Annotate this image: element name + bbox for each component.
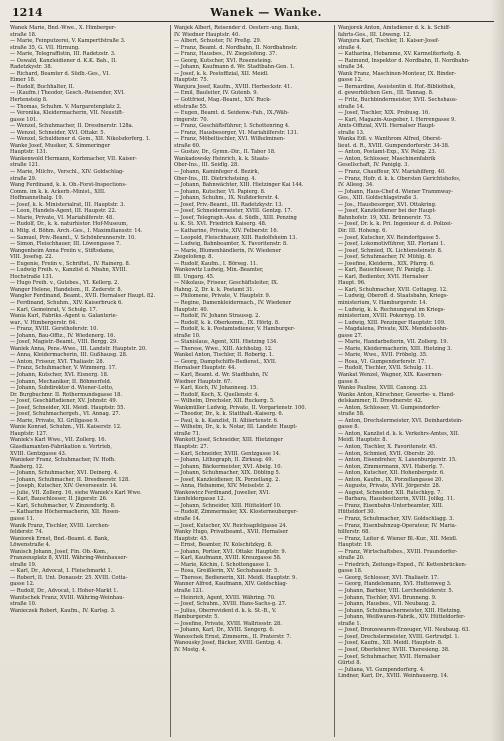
directory-entry: — Katharine Höchermacherin, XII. Rosen- — [10, 509, 121, 516]
directory-entry: d. gewerblichen Gen., III. Tannag. 8. — [338, 90, 434, 97]
directory-entry: — Josef, Tischler, XIX. Probusg. 16. — [338, 110, 430, 117]
directory-entry: — Josef, Telegraph.-Ass. d. Südb., XIII. Penzing — [174, 214, 297, 221]
directory-entry: — Josef, Schuhm., XVIII. Hans-Sachs-g. 27. — [174, 601, 287, 608]
directory-entry: Raaberg. 12. — [10, 463, 44, 470]
directory-entry: — Rudolf, k. k. Postamtsdiener, V. Hamburger- — [174, 326, 296, 333]
directory-entry: — Josef, Lokomotivführer, XII. Floriani 1. — [338, 241, 446, 248]
directory-entry: Wankowicz Ferdinand, Juwelier, XVI. — [174, 489, 270, 496]
directory-entry: — Therese, Wwe., XIII. Aichholzg. 12. — [174, 345, 273, 352]
directory-entry: — Oswald, Kanzleidiener d. K.K. Bah., II. — [10, 57, 117, 64]
directory-entry: Waniek's Karl Wwe., VII. Zollerg. 16. — [10, 437, 107, 444]
directory-entry: — Robert, II. Unt. Donaustr. 25. XVIII. Cotta- — [10, 574, 128, 581]
directory-entry: straße 18. — [10, 31, 37, 38]
directory-entry: — Joseph, Kutscher, XIV. Oeverseestr. 14. — [10, 483, 118, 490]
directory-entry: Wania Karl, Fabriks.-Agent u. Galanterie- — [10, 313, 118, 320]
directory-entry: — Anton, Zimmermann, XVI. Haberlg. 7. — [338, 463, 444, 470]
directory-entry: — (Kaufm.) Theodor, Gesch.-Reisender, XVI. — [10, 90, 125, 97]
directory-entry: — Barbara, Hausbesitzerin, XVIII. Jolikg. 11. — [338, 496, 455, 503]
directory-entry: straße 4. — [338, 44, 362, 51]
directory-entry: — Johann, Hausbes., VII. Neubaug. 2. — [338, 601, 437, 608]
directory-entry: — Anton, Kanzlist d. k. k. Verkehrs-Amtes, XII. — [338, 430, 460, 437]
directory-entry: XVIII. Gentzgasse 43. — [10, 450, 67, 457]
directory-entry: — Ludwig, k. k. Rechnungsrat im Kriegs- — [338, 306, 446, 313]
directory-entry: u. K. St. XVI. Friedrich Kaiserg. 48. — [174, 221, 267, 228]
directory-entry: — Anton, Eisendreher, X. Laxenburgerstr. 15. — [338, 457, 457, 464]
directory-entry: fahrts-Ges., III. Löweng. 12. — [338, 31, 412, 38]
directory-entry: gasse 11. — [10, 516, 35, 523]
page-number: 1214 — [12, 6, 43, 19]
directory-entry: Bahnhofstr. 19, XXI. Brünnerstr. 73. — [338, 214, 432, 221]
directory-entry: — Johann, Schuhm., IX. Nußdorferstr. 4. — [174, 195, 280, 202]
directory-entry: — Eugenie, Freiin v., Schriftst., IV. Rainerg. 8. — [10, 260, 131, 267]
directory-entry: Wankat Wenzel, Wagner, XIX. Kasernen- — [338, 371, 443, 378]
directory-entry: straße 1. — [338, 620, 362, 627]
directory-entry: Wanke Anton, Kürschner, Gewerbe- u. Hand- — [338, 391, 455, 398]
directory-entry: — Ludwig, XIII. Penzinger Hauptstr. 109. — [338, 319, 446, 326]
directory-entry: Wanka Edl. v. Wanthrom Alfred, Oberst- — [338, 136, 442, 143]
directory-entry: — Magdalena, Private, XIX. Mendelssohn- — [338, 326, 448, 333]
directory-entry: — Rudolf, IV. Johann Straussg. 2. — [174, 313, 261, 320]
directory-entry: gasse 8. — [338, 424, 360, 431]
directory-entry: — Marie, Feinputzerei, V. Kampertfstraße 3. — [10, 38, 126, 45]
directory-entry: — Rudolf, Buchhalter, II. — [10, 83, 75, 90]
directory-entry: — Rudolf, k. k. Oberkomm., IX. Hörlg. 8. — [174, 319, 280, 326]
directory-entry: — Johann, Barbier, VIII. Lerchenfelderstr. 5. — [338, 588, 454, 595]
directory-entry: — Georg, Schlosser, XVI. Thaliastr. 17. — [338, 574, 439, 581]
directory-entry: Gürtel 8. — [338, 660, 362, 667]
directory-entry: — Auguste, Private, XVII. Jörgerstr. 28. — [338, 483, 441, 490]
directory-entry: — Regine, Damenkleidermach., IV. Wiedener — [174, 299, 292, 306]
directory-entry: — Marie, Milchv., Verschl., XIV. Goldschlag- — [10, 169, 125, 176]
directory-entry: — Josef, Kanzleidiener, IX. Porzellang. 2. — [174, 476, 280, 483]
directory-entry: — Marie, Private, XI. Grillgasse 9. — [10, 417, 100, 424]
directory-entry: straße 35, G. VII. Hirnung. — [10, 44, 80, 51]
directory-entry: — Wenzel, Schuldiener d. Gem., XII. Nikolsdorferg. 1. — [10, 136, 151, 143]
directory-entry: Hauptstr. 27. — [174, 444, 209, 450]
directory-entry: — Karl, Schuhmacher, XVII. Cottageg. 12. — [338, 286, 448, 293]
directory-entry: — Anton, Schlosser, VI. Gumpendorfer- — [338, 404, 441, 411]
directory-entry: gasse 101. — [10, 116, 38, 123]
directory-entry: Amts-Offizial, XVII. Hernalser Haupt- — [338, 123, 436, 130]
directory-entry: Wanieczek Robert, Kaufm., IV. Karlsg. 3. — [10, 607, 116, 614]
directory-entry: war., V. Himbergerstr. 64. — [10, 319, 77, 326]
directory-entry: — Richard, Beamter d. Südb.-Ges., VI. — [10, 70, 110, 77]
directory-entry: — Wilhelm, Drechsler, XII. Ruckerg. 5. — [174, 398, 275, 405]
directory-entry: Hahng. 2, Dr. k. k. Postamt 31. — [174, 286, 255, 293]
directory-entry: Hamburgerstr. 5. — [174, 614, 220, 621]
directory-entry: — Georg, Kutscher, XVI. Rosensteing. — [174, 57, 273, 64]
directory-entry: Wanjorek Anton, Amtsdiener d. k. k. Schiff- — [338, 25, 451, 31]
directory-entry: Wanoschek Ernst, Zimmerm., II. Praterstr. 7. — [174, 633, 292, 640]
column-3 — [334, 25, 494, 737]
directory-entry: — Anton, Schmied, XVII. Oberstr. 20. — [338, 450, 436, 457]
directory-entry: — Anton, Tischler, X. Favoritenstr. 45. — [338, 444, 438, 450]
directory-entry: — Josef, Priv.-Beamt., III. Radetzkystr. 13. — [174, 201, 284, 208]
directory-entry: — Anton, Schlosser, Maschinenfabrik — [338, 155, 436, 162]
directory-entry: straße 10. — [174, 332, 201, 339]
directory-entry: — Johann, Subdirektor d. Wiener-Lotto, — [10, 385, 114, 392]
directory-entry: — Therese, Bedienerin, XII. Meidl. Hauptstr. 9. — [174, 574, 297, 581]
directory-entry: Comm. im k. k. Ackerb.-Minist., XIII. — [10, 188, 106, 195]
directory-entry: — Karl, Gemeinrat, V. Schulg. 17. — [10, 306, 98, 313]
column-2 — [170, 25, 330, 737]
directory-entry: Gesellschaft, IV. Paniglg. 3. — [338, 162, 410, 169]
directory-entry: — Josef, Schmied, IX. Lichtensteinstr. 8. — [338, 247, 443, 254]
directory-entry: Meidl. Hauptstr. 8. — [338, 437, 388, 444]
directory-entry: — Emil, Bauleiter, IV. Gutenb. 9. — [174, 90, 259, 97]
directory-entry: Wanky Hugo, Privatbeamt., XVII. Hernalser — [174, 529, 288, 536]
directory-entry: — Georg, Handelsmann, XVI. Huttenweg 3. — [338, 581, 452, 588]
directory-entry: — Marie, Köchin, I. Schottengasse 1. — [174, 561, 271, 568]
directory-entry: Ober-Ins., III. Dietrichsteing. 4. — [174, 175, 257, 182]
directory-entry: — Jos., Hausbesorger, XVI. Ottakring. — [338, 201, 437, 208]
directory-entry: Waniek Anna, Pens.-Wwe., III. Landstr. Hauptstr. 20. — [10, 345, 147, 352]
directory-entry: — Samuel, Priv.-Beamt., V. Schönbrunnerstr. 10. — [10, 234, 136, 241]
directory-entry: — Karl, Schuhmacher, V. Zinzendorfg. 8. — [10, 502, 116, 509]
directory-entry: — Karl, Kaufmann, XVIII. Kreuzgasse 58. — [174, 555, 282, 562]
directory-entry: straße 29. — [10, 175, 37, 182]
directory-entry: Ober-Ins., III. Seidlg. 28. — [174, 162, 239, 169]
directory-entry: straße 58. — [338, 411, 365, 418]
directory-entry: — Anton, Drechslermeister, XVI. Deinhardstein- — [338, 417, 463, 424]
directory-entry: Dir. III. Hoheng. 6. — [338, 227, 387, 234]
directory-entry: — Josef, Schneidermeister, XVIII. Gentzg. 17. — [174, 208, 293, 215]
running-title: Wanek — Wanke. — [210, 6, 322, 19]
directory-entry: — Johann, Bahnwächter, XIII. Hietzinger Kai 144. — [174, 182, 304, 189]
directory-entry: — Johann, Schuhmacher, XVI. Deinerg. 4. — [10, 470, 119, 477]
directory-entry: — Juliana, VI. Gumpendorferg. 4. — [338, 666, 425, 673]
directory-entry: Wanitschek Franz, XVIII. Währing-Weinhau- — [10, 594, 125, 601]
directory-entry: u. Mitg. d. Böhm. Arch.-Ges., I. Maximiliansstr. 14. — [10, 227, 143, 234]
directory-entry: Wanisch Johann, Josef, Fin. Ob.-Kom., — [10, 548, 109, 555]
directory-entry: Eimer 18. — [10, 77, 36, 84]
directory-entry: — Heinrich, Agent, XVIII. Währing. 70. — [174, 594, 276, 601]
directory-entry: — Josefine, Kleiderm., XIX. Pfarrg. 6. — [338, 260, 435, 267]
directory-entry: Wangenheim Anna Freiin v., Stiftsdame, — [10, 247, 115, 254]
directory-entry: Wangler Ferdinand, Beamt., XVII. Hernalser Haupt. 82. — [10, 293, 156, 300]
directory-entry: Hütteldorf 30. — [338, 509, 376, 516]
directory-entry: — Franz, XVIII. Gersthoferstr. 10. — [10, 326, 99, 333]
directory-entry: — Wenzel, Schuhmacher, II. Dresdnerstr. 128a. — [10, 123, 134, 130]
directory-entry: Radetzkystr. 38. — [10, 64, 53, 71]
directory-entry: Hauptstr. 131. — [10, 149, 48, 156]
directory-entry: — Leon, Handels-Agent, III. Haupstr. 22. — [10, 208, 117, 215]
directory-entry: Lindner, Karl, Dr., XVIII. Weinhauserg. 14. — [338, 673, 449, 680]
directory-entry: — Leopold, Fleischhauer, XIII. Rudolfsheim 13. — [174, 234, 297, 241]
directory-entry: — Rudolf, Dr., Advocat, I. Hoher-Markt 1. — [10, 588, 119, 595]
directory-entry: IV. Mostg. 4. — [174, 646, 207, 653]
directory-entry: gasse 8. — [338, 378, 360, 385]
directory-entry: Hauptstr. 75. — [174, 77, 209, 84]
directory-entry: Wanjura Karl, Tischler, II. Kaiser-Josef- — [338, 38, 440, 45]
directory-entry: — Anton, Friseur, XVI. Thaliastr. 28. — [10, 358, 105, 365]
directory-entry: — Julie, VII. Zollerg. 16, siehe Waniek's Karl Wwe. — [10, 489, 142, 496]
directory-entry: — Josef, k. k. Ministerialrat, III. Hauptstr. 3. — [10, 201, 125, 208]
directory-entry: — Fritz, Buchbindermeister, XVII. Sechshaus- — [338, 97, 458, 104]
directory-entry: — Eugen, Beamt. d. Seidenw.-Fab., IX./Wäh- — [174, 110, 289, 117]
directory-entry: — Stanislaus, Agent, XIII. Hietzing 134. — [174, 339, 278, 346]
directory-entry: — Johann, Kutscher, VI. Papierg. 8. — [174, 188, 266, 195]
directory-entry: — Johann, Schuhmachermeister, XIII. Hietzing. — [338, 607, 462, 614]
directory-entry: Wiedner Hauptstr. 67. — [174, 378, 232, 385]
directory-entry: Wanik Franz, Tischler, XVIII. Lerchen- — [10, 522, 110, 529]
directory-entry: — Nikolaus, Friseur, Geschäftsleiter, IX. — [174, 280, 279, 287]
directory-entry: Hochstraße 131. — [10, 273, 54, 280]
directory-entry: straße 13. — [338, 129, 365, 136]
directory-entry: gasse 12. — [10, 581, 35, 588]
directory-entry: — Josef, Drechslermeister, XVIII. Gertrudpl. 1. — [338, 633, 460, 640]
directory-entry: Wankmüller Ludwig, Private, II. Vorgartenstr. 100. — [174, 404, 307, 411]
page-header — [10, 6, 494, 22]
directory-entry: — Franz, Schuhmacher, XIV. Goldschlagg. 3. — [338, 516, 455, 523]
directory-entry: — Josef, Dr. k. k. Pri. Ingenieur d. d. Polizei- — [338, 221, 453, 228]
directory-entry: straße 14. — [174, 516, 201, 523]
directory-entry: Hauptstr. 19. — [338, 542, 373, 549]
directory-entry: — Johann, Kaufmann d. Wr. Stadtbahn-Gen. 1. — [174, 64, 295, 71]
directory-entry: — Josef, Oberlehrer, XVIII. Theresieng. 38. — [338, 646, 450, 653]
directory-entry: Wank Franz, Maschinen-Monteur, IX. Binder- — [338, 70, 457, 77]
directory-entry: III. Ungarg. 45. — [174, 273, 215, 280]
directory-entry: Hertensteig 8. — [10, 97, 48, 104]
directory-entry: hilferstr. 68. — [338, 529, 371, 536]
directory-entry: — Rosa, VI. Gumpendorferstr. 17. — [338, 358, 426, 365]
directory-entry: — Anton, Postamt-Exp., XV. Pelzg. 23. — [338, 149, 437, 156]
directory-entry: Franzensplatz 8, XVIII. Währing-Weinhauser- — [10, 555, 128, 562]
directory-entry: — Josefine, Private, XVIII. Wallrissstr. 28. — [174, 620, 282, 627]
directory-entry: IV. Alleeg. 34. — [338, 182, 374, 189]
directory-entry: Hauptstr. 45. — [174, 535, 209, 542]
directory-entry: straße 34. — [338, 64, 365, 71]
directory-entry: — Josef, Magistr.-Beamt., VIII. Bergg. 29. — [10, 339, 118, 346]
directory-entry: — Franz, Hausbes., IV. Ziegelofeng. 37. — [174, 51, 277, 58]
directory-entry: — Johann, Lithograph, II. Zirkusg. 49. — [174, 457, 274, 464]
directory-entry: Haupt. 96. — [338, 280, 366, 287]
directory-entry: — Franz, Beamt. d. Nordbahn, II. Nordbahnstr. — [174, 44, 298, 51]
directory-entry: — Johann, Schuhmacher, XIX. Döbling 5. — [174, 470, 281, 477]
directory-entry: Hauptstr. 127. — [10, 430, 48, 437]
directory-entry: — Johann, Kaminfeger d. Bezirk, — [174, 169, 260, 176]
directory-entry: — Karl, Bauschlosser, IV. Paniglg. 3. — [338, 267, 433, 274]
column-1 — [10, 25, 166, 737]
directory-entry: straße 71. — [174, 430, 201, 437]
directory-entry: — Franz, Hausbesorger, VI. Mariahilferstr. 131. — [174, 129, 299, 136]
directory-entry: Wanieker Franz, Schuhmacher, IV. Hofb. — [10, 457, 116, 464]
directory-entry: — Ludwig, Bahnbeamter, X. Favoritenstr. 8. — [174, 241, 288, 248]
directory-entry: — Karl, Bedienter, XVII. Hernalser — [338, 273, 429, 280]
directory-entry: — Anna, Kleidermacherin, III. Gußhausg. 28. — [10, 352, 128, 359]
directory-entry: gasse 27. — [338, 332, 363, 339]
directory-entry: — Marie, Telegraffistin, III. Radetzstr. 3. — [10, 51, 116, 58]
directory-entry: Wanger Helene, Handelsm., II. Zederstr. 8. — [10, 286, 123, 293]
directory-entry: delskammer, II. Dresdnerstr. 42. — [338, 398, 423, 405]
directory-entry: — Katharine, Private, XIV. Felberstr. 16. — [174, 227, 279, 234]
directory-entry: — Wenzel, Schneider, XVI. Ottakr. 5. — [10, 129, 106, 136]
directory-entry: — Johann, Tischler, XVI. Brunneng. 9. — [338, 594, 437, 601]
directory-entry: — Josef, Kaufm., XII. Meidl. Hauptstr. 8. — [338, 640, 443, 647]
directory-entry: Wanousky Josef, Bäcker, XVIII. Gentzg. 4. — [174, 640, 283, 647]
directory-entry: — Johann, Portier, XVI. Ottakr. Hauptstr. 9. — [174, 548, 287, 555]
directory-entry: — Raimund, Inspektor d. Nordbahn, II. Nordbahn- — [338, 57, 470, 64]
directory-entry: — Friedrich, Zeitungs-Exped., IV. Kettenbrücken- — [338, 561, 467, 568]
directory-entry: — Wilhelm, Dr., k. k. Notar, III. Landstr. Haupt- — [174, 424, 298, 431]
directory-entry: Wanjura Josef, Kaufm., XVIII. Herbeckstr. 41. — [174, 83, 293, 90]
directory-entry: Lienfeldergasse 12. — [174, 496, 226, 503]
directory-entry: — Thomas, Schuhm. V. Margaretenplatz 2. — [10, 103, 122, 110]
directory-entry: VIII. Josefsg. 22. — [10, 254, 54, 261]
directory-entry: — Josef, Kutscher, XV. Reichsapfelgasse 24. — [174, 522, 288, 529]
directory-entry: ringerstr. 70. — [174, 116, 209, 123]
directory-entry: gasse 18. — [338, 568, 363, 575]
directory-entry: — Rudolf, Zimmermaler, XX. Klosterneuburger- — [174, 509, 298, 516]
directory-entry: — Josef, Schuhmachergeh., VI. Annag. 27. — [10, 411, 121, 418]
directory-entry: — Marie, Wwe., XVII. Fröbelg. 35. — [338, 352, 428, 359]
directory-entry: — Josef, k. k. Postoffizial, XII. Meidl. — [174, 70, 269, 77]
directory-entry: — Albert, Schuster, IV. Preßg. 29. — [174, 38, 262, 45]
directory-entry: straße 10. — [10, 601, 37, 608]
directory-entry: Ziegelofeng. 8. — [174, 254, 214, 261]
directory-entry: — Philomene, Private, V. Hauptstr. 9. — [174, 293, 271, 300]
directory-entry: ettstraße 55. — [174, 103, 208, 110]
directory-entry: ministerium, XVIII. Pokornyg. 19. — [338, 313, 426, 320]
directory-entry: — Franz, Leiter d. Wiener Bl.-Kur., XII. Meidl. — [338, 535, 458, 542]
directory-entry: — Johann, Mechaniker, II. Böhmerfeld. — [10, 378, 112, 385]
directory-entry: — August, Schneider, XII. Ratschkyg. 7. — [338, 489, 442, 496]
directory-entry: — Johann, Schneider, XIII. Hütteldorf 10. — [174, 502, 282, 509]
directory-entry: — Josef, Kutscher, XV. Reindorfgasse 5. — [338, 234, 441, 241]
directory-entry: gasse 12. — [338, 77, 363, 84]
directory-entry: — Hugo Freih. v., Gutsbes., VI. Kellerg. 2. — [10, 280, 120, 287]
directory-entry: — Ernst, Beamter, IV. Kolschitzkyg. 8. — [174, 542, 273, 549]
directory-entry: — Theodor, Dr., k. k. Statthalt.-Kaiserg. 6. — [174, 411, 284, 418]
directory-entry: — Julius, Oberrevident d. k. k. St.-B., V. — [174, 607, 277, 614]
directory-entry: — Marie, Blumenhändlerin, IV. Wiedener — [174, 247, 281, 254]
directory-entry: — Rudolf, Tischler, XVII. Schulg. 11. — [338, 365, 433, 372]
directory-entry: straße 60. — [174, 142, 201, 149]
directory-entry: — Rudolf, Koch, X. Quellenstr. 4. — [174, 391, 260, 398]
directory-entry: — Franz, Geschäftsführer, I. Schottenring 4. — [174, 123, 290, 130]
directory-entry: — Franz, Eisenbahn-Unterbeamter, XIII. — [338, 502, 444, 509]
directory-entry: Wankel Anton, Tischler, II. Robertg. 1. — [174, 352, 274, 359]
directory-entry: — Karl, Dr., Advocat, I. Fleischmarkt 1. — [10, 568, 113, 575]
directory-entry: felderstr. 74. — [10, 529, 44, 536]
directory-entry: — Georg, Dampfschiffs-Bedienst., XVII. — [174, 358, 277, 365]
directory-entry: — Johann, Kutscher, XVI. Eisnerg. 18. — [10, 371, 109, 378]
directory-entry: — Johann, Karl, Dr., XVIII. Sengerg. 6. — [174, 627, 275, 634]
directory-entry: Glasdiamanten-Fabrikation u. Vertrieb, — [10, 444, 112, 450]
directory-entry: — Franz, Eisenbahnzug-Operateur, IV. Maria- — [338, 522, 457, 529]
directory-entry: — Rudolf, Dr., k. k. naturhistor. Hof-Museum, — [10, 221, 128, 228]
directory-entry: — Johann, Bäckermeister, XVI. Abelg. 10. — [174, 463, 283, 470]
directory-entry: Wanek Marie, Bnd.-Wwe., X. Himberger- — [10, 25, 117, 31]
directory-entry: — Josef, Schuhmacher, XVII. Hernalser — [338, 653, 441, 660]
directory-entry: Hoffmannsthalg. 19. — [10, 195, 64, 202]
directory-entry: — Karl, Koch, IV. Johannesg. 15. — [174, 385, 258, 392]
directory-entry: straße 14. — [338, 103, 365, 110]
directory-entry: Wankowitz Ludwig, Min.-Beamter, — [174, 267, 264, 274]
directory-entry: straße 121. — [174, 588, 204, 595]
directory-entry: — Rosa, Greißlerin, XV. Sechshausstr. 5. — [174, 568, 279, 575]
directory-entry: — Bernardine, Assistentin d. Hof.-Bibliothek, — [338, 83, 456, 90]
directory-entry: — Veronika, Kleidermacherin, VII. Neustift- — [10, 110, 124, 117]
directory-entry: — Marie, Private, VI. Mariahilferstr. 48. — [10, 214, 114, 221]
directory-entry: Wanke Josef, Musiker, X. Simmeringer — [10, 142, 111, 149]
directory-entry: — Marie, Kleidermacherin, XIII. Hietzing 3. — [338, 345, 453, 352]
directory-entry: — Karl, Magazin-Ausgeber, I. Herrengasse 9. — [338, 116, 456, 123]
directory-entry: — Katharina, Hebamme, XV. Karmeliterhofg. 8. — [338, 51, 462, 58]
directory-entry: — Ludwig, Oberoff. d. Staatsbahn, Kriegs- — [338, 293, 449, 300]
directory-entry: — Gustav, Dr., Gymn.-Dir., II. Tabor 18. — [174, 149, 276, 156]
directory-entry: Wankenwold Hermann, Korbmacher, VII. Kaiser- — [10, 155, 137, 162]
directory-entry: Waniorek Ernst, Bnd.-Beamt. d. Bank, — [10, 535, 109, 542]
directory-entry: Hauptstr. 40. — [174, 306, 209, 313]
directory-entry: — Karl, Beamt. d. Wr. Stadtbahn, IV. — [174, 371, 269, 378]
directory-entry: — Josef, Schneider, XII. Meidl. Hauptstr. 55. — [10, 404, 126, 411]
directory-entry: — Marie, Handarbeiterin, VII. Zollerg. 19. — [338, 339, 449, 346]
directory-entry: — Simon, Fleischhauer, III. Löwengasse 7. — [10, 241, 121, 248]
directory-entry: Wanie Konrad, Schuhm., VII. Kaiserstr. 12. — [10, 424, 122, 431]
directory-entry: Ges., XIII. Goldschlagstraße 3. — [338, 195, 418, 202]
directory-entry: Wankott Josef, Schneider, XIII. Hietzinger — [174, 437, 283, 444]
directory-entry: Dr. Burgbuchmr. II. Rothermundsgasse 18. — [10, 391, 123, 398]
directory-entry: Hernalser Hauptstr. 44. — [174, 365, 237, 372]
directory-entry: — Johann, Weißwaren-Fabrik., XIV. Hütteldorfer- — [338, 614, 466, 621]
directory-entry: — Josef, Bronzewaren-Erzeuger, VII. Neubaug. 63. — [338, 627, 471, 634]
directory-entry: lieut. d. R., XVIII. Gumpendorferstr. 34-38. — [338, 142, 450, 149]
directory-entry: — Johann, Haus-Chef d. Wiener Trammway- — [338, 188, 453, 195]
directory-columns — [10, 25, 494, 737]
directory-entry: — Anton, Kaufm., IX. Porzellangasse 20. — [338, 476, 444, 483]
directory-entry: — Franz, Chauffeur, XV. Mariahilferg. 40. — [338, 169, 446, 176]
directory-entry: — Gottfried, Mag.-Beamt., XIV. Ruck- — [174, 97, 272, 104]
directory-entry: — Paul, k. k. Kanzlist, II. Alliiertenstr. 6. — [174, 417, 279, 424]
directory-entry: Wanner Alfred, Kaufmann, XIV. Goldschlag- — [174, 581, 288, 588]
directory-entry: — Anton, Kutscher, XII. Hohenbergstr. 6. — [338, 470, 445, 477]
directory-entry: — Josef, Kanzleidiener bei der Haupt- — [338, 208, 437, 215]
directory-entry: — Josef, Geschäftsdiener, XV. Johnstr. 49. — [10, 398, 118, 405]
directory-entry: Löwenstraße 4. — [10, 542, 51, 549]
directory-entry: — Franz, Hofr. d. k. k. Obersten Gerichtshofes, — [338, 175, 461, 182]
directory-entry: — Franz, Schuhmacher, V. Wimmerg. 17. — [10, 365, 117, 372]
directory-entry: — Anna, Hebamme, XIV. Meiselstr. 2. — [174, 483, 272, 490]
directory-entry: — Rudolf, Kaufm., I. Börseg. 11. — [174, 260, 258, 267]
directory-entry: Wanko Pauline, XVIII. Canong. 23. — [338, 385, 428, 392]
directory-entry: — Ferdinand, Schuhm., XIV. Kaiserbruck 6. — [10, 299, 123, 306]
directory-entry: Wanjek Albert, Reisender d. Oesterr.-ung. Bank, — [174, 25, 300, 31]
directory-entry: — Johann, Schuhmacher, II. Dresdnerstr. 128. — [10, 476, 130, 483]
directory-entry: — Ludwig Freih. v., Kanzlist d. Nbahn, XVIII. — [10, 267, 128, 274]
directory-entry: straße 121. — [10, 162, 40, 169]
directory-entry: ministerium, V. Hamburgerstr. 14. — [338, 299, 428, 306]
directory-entry: — Franz, Wirtschaftsbes., XVIII. Fraundorfer- — [338, 548, 458, 555]
directory-entry: straße 19. — [10, 561, 37, 568]
directory-entry: Wang Ferdinand, k. k. Ob.-Forst-Inspections- — [10, 182, 127, 189]
directory-entry: — Johann, Bau-Offiz., IV. Wiedenerg. 16. — [10, 332, 116, 339]
directory-entry: Wankadowsky Heinrich, k. k. Staats- — [174, 155, 270, 162]
directory-entry: — Franz, Möbeltischler, XVI. Wilhelminen- — [174, 136, 285, 143]
directory-entry: IV. Wiedner Hauptstr. 40. — [174, 31, 240, 38]
directory-entry: — Karl, Schneider, XVIII. Gentzgasse 14. — [174, 450, 281, 457]
directory-entry: — Josef, Schuhmacher, IV. Mühlg. 8. — [338, 254, 433, 261]
directory-entry: — Karl, Bauschlosser, II. Jägerstr. 26. — [10, 496, 108, 503]
directory-entry: straße 20. — [338, 555, 365, 562]
